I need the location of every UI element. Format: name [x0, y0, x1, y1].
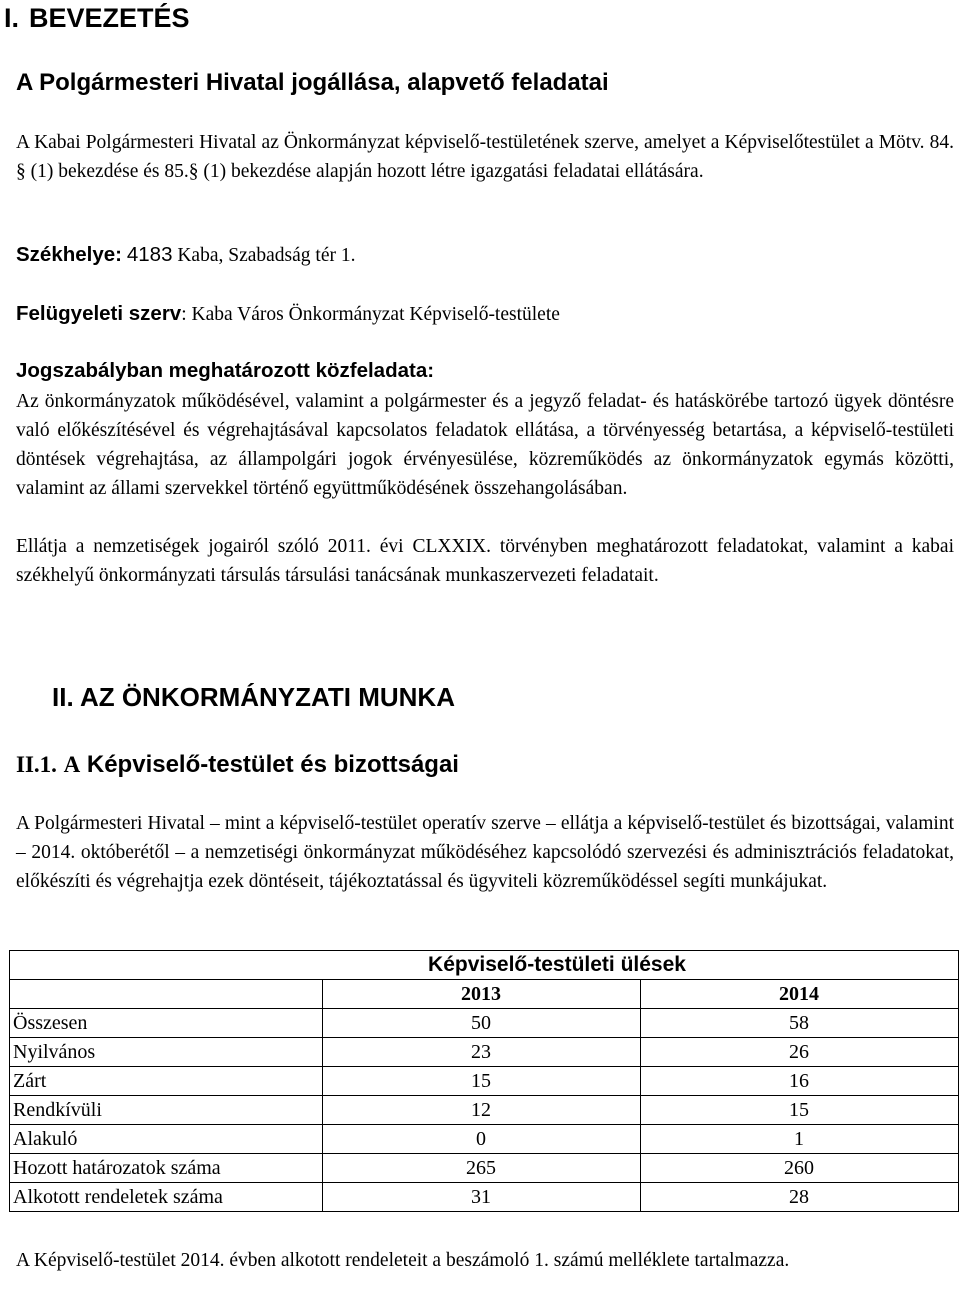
- public-task-paragraph: Az önkormányzatok működésével, valamint a polgármester és a jegyző feladat- és hatáskörébe tartozó ügyek döntésre való előkészítésével és végrehajtásával kapcsolatos feladatok ellátása, a törvényesség betartása, a képviselő-testületi döntések végrehajtása, az állampolgári jogok érvényesülése, közreműködés az önkormányzatok egymás közötti, valamint az állami szervekkel történő együttműködésének összehangolásában.: [16, 391, 954, 499]
- table-row: [10, 1038, 959, 1067]
- section-1-number: I.: [4, 3, 20, 33]
- subsection-number: II.1.: [16, 752, 57, 777]
- subsection-paragraph: A Polgármesteri Hivatal – mint a képviselő-testület operatív szerve – ellátja a képviselő-testület és bizottságai, valamint – 2014. októberétől – a nemzetiségi önkormányzat működéséhez kapcsolódó szervezési és adminisztrációs feladatokat, előkészíti és végrehajtja ezek döntéseit, tájékoztatással és ügyviteli közreműködéssel segíti munkájukat.: [16, 813, 954, 892]
- table-caption-row: [10, 951, 959, 980]
- supervisor-label: Felügyeleti szerv: [16, 302, 182, 325]
- row-label: Hozott határozatok száma: [10, 1154, 323, 1183]
- intro-paragraph: A Kabai Polgármesteri Hivatal az Önkormányzat képviselő-testületének szerve, amelyet a Képviselőtestület a Mötv. 84. § (1) bekezdése és 85.§ (1) bekezdése alapján hozott létre igazgatási feladatai ellátására.: [16, 132, 954, 182]
- table-header-row: [10, 980, 959, 1009]
- row-label: Nyilvános: [10, 1038, 323, 1067]
- row-label: Rendkívüli: [10, 1096, 323, 1125]
- value-2014: 1: [641, 1125, 959, 1154]
- row-label: Alakuló: [10, 1125, 323, 1154]
- nationality-paragraph: Ellátja a nemzetiségek jogairól szóló 2011. évi CLXXIX. törvényben meghatározott feladatokat, valamint a kabai székhelyű önkormányzati társulás társulási tanácsának munkaszervezeti feladatait.: [16, 536, 954, 586]
- table-row: [10, 1096, 959, 1125]
- table-header-blank: [10, 980, 323, 1009]
- seat-line: [16, 240, 954, 270]
- row-label: Zárt: [10, 1067, 323, 1096]
- closing-paragraph: A Képviselő-testület 2014. évben alkotott rendeleteit a beszámoló 1. számú melléklete tartalmazza.: [16, 1250, 790, 1271]
- section-1-heading: [4, 2, 190, 34]
- value-2014: 28: [641, 1183, 959, 1212]
- seat-value: Kaba, Szabadság tér 1.: [177, 245, 356, 266]
- value-2014: 15: [641, 1096, 959, 1125]
- value-2014: 58: [641, 1009, 959, 1038]
- value-2013: 15: [323, 1067, 641, 1096]
- table-row: [10, 1183, 959, 1212]
- row-label: Alkotott rendeletek száma: [10, 1183, 323, 1212]
- section-2-number: II.: [52, 682, 74, 712]
- value-2014: 260: [641, 1154, 959, 1183]
- sessions-table: [9, 950, 959, 1212]
- section-2-heading: [52, 682, 455, 712]
- value-2013: 31: [323, 1183, 641, 1212]
- table-row: [10, 1125, 959, 1154]
- table-header-2013: 2013: [323, 980, 641, 1009]
- value-2014: 16: [641, 1067, 959, 1096]
- value-2013: 0: [323, 1125, 641, 1154]
- table-row: [10, 1154, 959, 1183]
- row-label: Összesen: [10, 1009, 323, 1038]
- value-2013: 50: [323, 1009, 641, 1038]
- supervisor-value: : Kaba Város Önkormányzat Képviselő-testülete: [181, 304, 560, 325]
- value-2013: 265: [323, 1154, 641, 1183]
- table-header-2014: 2014: [641, 980, 959, 1009]
- seat-number: 4183: [126, 243, 173, 266]
- table-row: [10, 1009, 959, 1038]
- seat-label: Székhelye:: [16, 243, 122, 266]
- subsection-prefix: A: [63, 752, 81, 777]
- public-task-heading: Jogszabályban meghatározott közfeladata:: [16, 359, 435, 382]
- value-2013: 23: [323, 1038, 641, 1067]
- value-2013: 12: [323, 1096, 641, 1125]
- table-row: [10, 1067, 959, 1096]
- table-caption: Képviselő-testületi ülések: [10, 951, 959, 980]
- subsection-title: Képviselő-testület és bizottságai: [86, 751, 459, 778]
- subsection-heading: [16, 750, 459, 780]
- section-1-title: BEVEZETÉS: [29, 3, 190, 33]
- value-2014: 26: [641, 1038, 959, 1067]
- intro-heading: A Polgármesteri Hivatal jogállása, alapvető feladatai: [16, 69, 609, 96]
- section-2-title: AZ ÖNKORMÁNYZATI MUNKA: [79, 682, 455, 712]
- supervisor-line: [16, 299, 954, 329]
